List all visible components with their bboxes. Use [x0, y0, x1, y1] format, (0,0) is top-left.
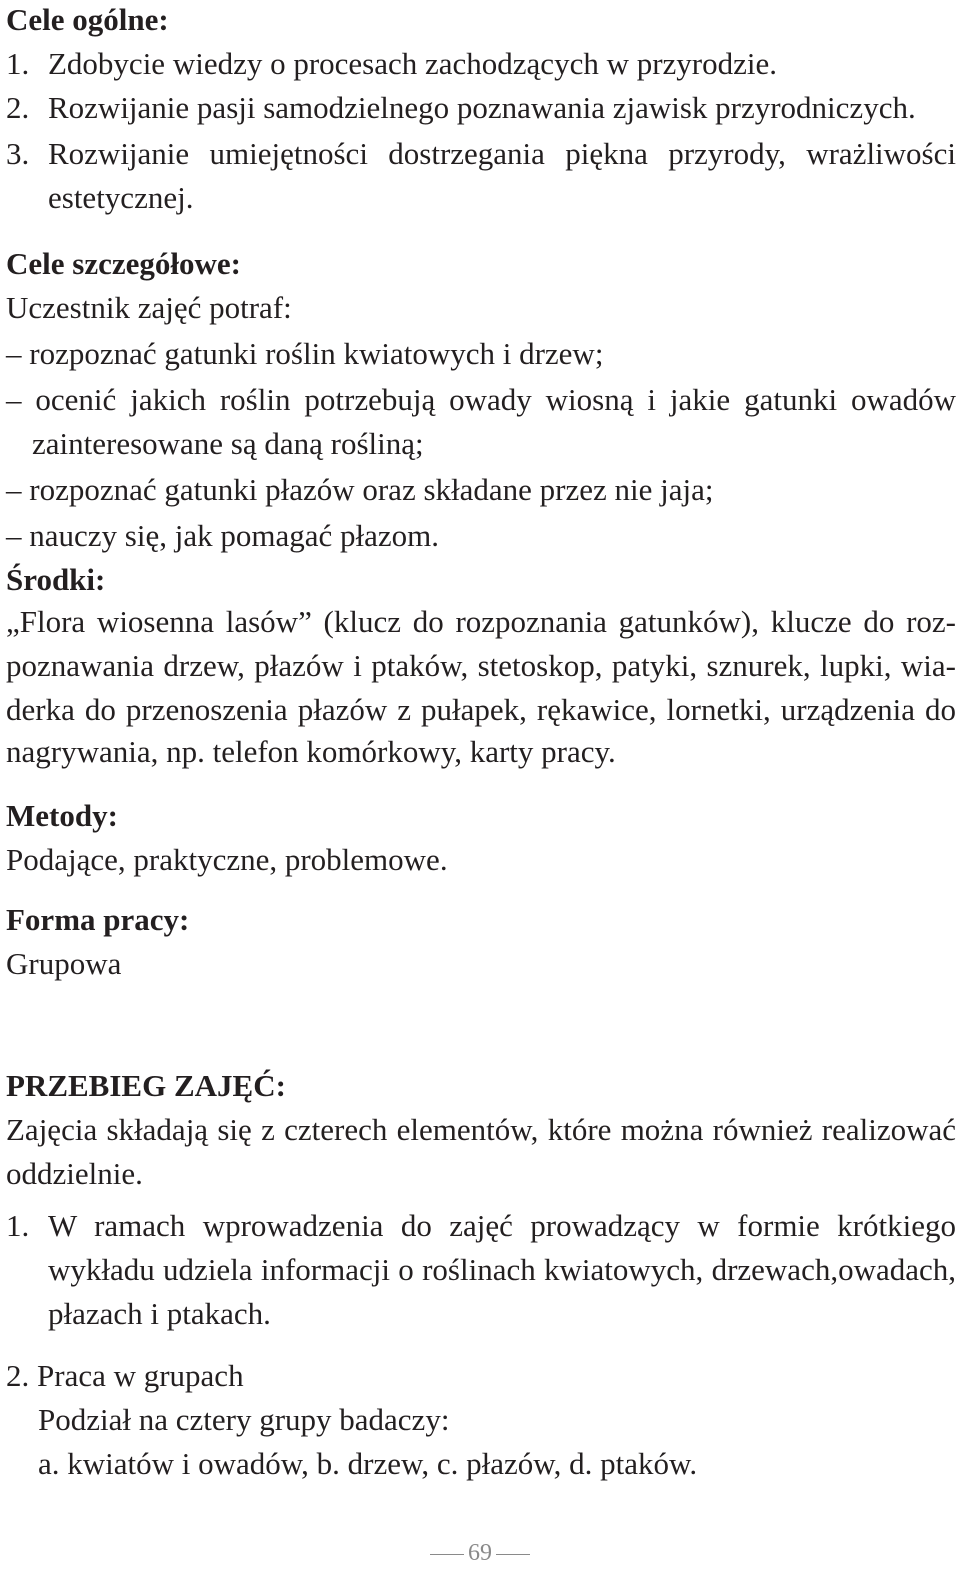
- forma-pracy-text: Grupowa: [6, 946, 122, 981]
- page-footer: [0, 1538, 960, 1568]
- heading-cele-szczegolowe: Cele szczegółowe:: [6, 246, 241, 281]
- step-number: 1.: [6, 1208, 30, 1243]
- paragraph-line: Zajęcia składają się z czterech elementów, które można również realizować: [6, 1112, 956, 1147]
- list-item: [6, 44, 777, 84]
- step-text: płazach i ptakach.: [48, 1296, 271, 1331]
- intro-text: Uczestnik zajęć potraf:: [6, 290, 292, 325]
- step-text: W ramach wprowadzenia do zajęć prowadzący w formie krótkiego: [48, 1208, 956, 1243]
- list-item: – nauczy się, jak pomagać płazom.: [6, 518, 439, 553]
- paragraph-line: derka do przenoszenia płazów z pułapek, rękawice, lornetki, urządzenia do: [6, 692, 956, 727]
- list-number: 2.: [6, 90, 30, 125]
- footer-rule-left: [430, 1554, 464, 1555]
- page-number: 69: [468, 1540, 492, 1566]
- list-item: [6, 134, 956, 174]
- step-text: 2. Praca w grupach: [6, 1358, 244, 1393]
- list-number: 3.: [6, 136, 30, 171]
- footer-rule-right: [496, 1554, 530, 1555]
- paragraph-line: „Flora wiosenna lasów” (klucz do rozpoznania gatunków), klucze do roz-: [6, 604, 956, 639]
- heading-metody: Metody:: [6, 798, 118, 833]
- step-text: Podział na cztery grupy badaczy:: [38, 1402, 450, 1437]
- list-item: – rozpoznać gatunki płazów oraz składane przez nie jaja;: [6, 472, 714, 507]
- list-item-continuation: zainteresowane są daną rośliną;: [32, 426, 424, 461]
- paragraph-line: nagrywania, np. telefon komórkowy, karty pracy.: [6, 734, 616, 769]
- list-item: – ocenić jakich roślin potrzebują owady wiosną i jakie gatunki owadów: [6, 382, 956, 417]
- list-text-continuation: estetycznej.: [48, 180, 194, 215]
- list-text: Rozwijanie umiejętności dostrzegania piękna przyrody, wrażliwości: [48, 136, 956, 171]
- step-text: a. kwiatów i owadów, b. drzew, c. płazów, d. ptaków.: [38, 1446, 698, 1481]
- list-item: [6, 88, 916, 128]
- heading-przebieg-zajec: PRZEBIEG ZAJĘĆ:: [6, 1068, 286, 1103]
- paragraph-line: poznawania drzew, płazów i ptaków, stetoskop, patyki, sznurek, lupki, wia-: [6, 648, 956, 683]
- list-text: Rozwijanie pasji samodzielnego poznawania zjawisk przyrodniczych.: [48, 90, 916, 125]
- list-number: 1.: [6, 46, 30, 81]
- heading-forma-pracy: Forma pracy:: [6, 902, 190, 937]
- list-item: – rozpoznać gatunki roślin kwiatowych i drzew;: [6, 336, 604, 371]
- paragraph-line: oddzielnie.: [6, 1156, 143, 1191]
- metody-text: Podające, praktyczne, problemowe.: [6, 842, 448, 877]
- heading-srodki: Środki:: [6, 562, 106, 597]
- list-text: Zdobycie wiedzy o procesach zachodzących w przyrodzie.: [48, 46, 777, 81]
- step-text: wykładu udziela informacji o roślinach kwiatowych, drzewach,owadach,: [48, 1252, 956, 1287]
- heading-cele-ogolne: Cele ogólne:: [6, 2, 169, 37]
